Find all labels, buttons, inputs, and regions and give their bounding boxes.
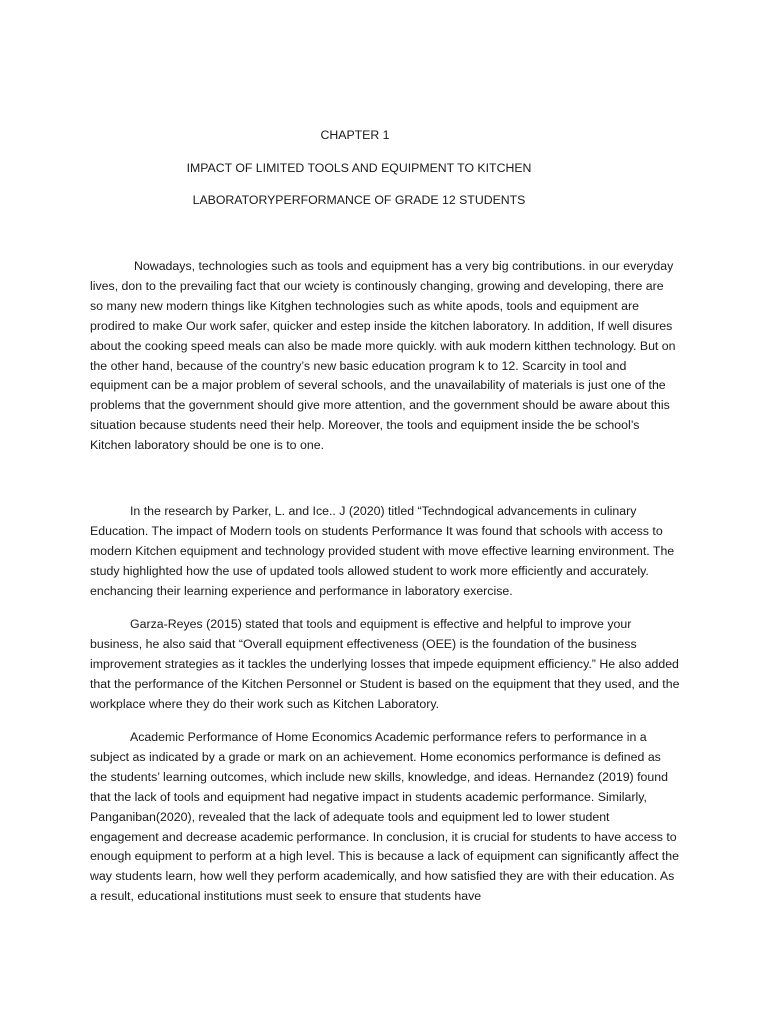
title-line-1: IMPACT OF LIMITED TOOLS AND EQUIPMENT TO KITCHEN [186,161,532,175]
paragraph-garza-reyes: Garza-Reyes (2015) stated that tools and equipment is effective and helpful to improve your business, he also said that “Overall equipment effectiveness (OEE) is the foundation of the business improvement strategies as it tackles the underlying losses that impede equipment efficiency.” He also added that the performance of the Kitchen Personnel or Student is based on the equipment that they used, and the workplace where they do their work such as Kitchen Laboratory. [90,617,680,711]
paragraph-parker-ice-research: In the research by Parker, L. and Ice.. J (2020) titled “Techndogical advancements in culinary Education. The impact of Modern tools on students Performance It was found that schools with access to modern Kitchen equipment and technology provided student with move effective learning environment. The study highlighted how the use of updated tools allowed student to work more efficiently and accurately. enchancing their learning experience and performance in laboratory exercise. [90,504,675,598]
paragraph-introduction: Nowadays, technologies such as tools and equipment has a very big contributions. in our everyday lives, don to the prevailing fact that our wciety is continously changing, growing and developing, there are so many new modern things like Kitghen technologies such as white apods, tools and equipment are prodired to make Our work safer, quicker and estep inside the kitchen laboratory. In addition, If well disures about the cooking speed meals can also be made more quickly. with auk modern kitthen technology. But on the other hand, because of the country’s new basic education program k to 12. Scarcity in tool and equipment can be a major problem of several schools, and the unavailability of materials is just one of the problems that the government should give more attention, and the government should be aware about this situation because students need their help. Moreover, the tools and equipment inside the be school’s Kitchen laboratory should be one is to one. [90,259,676,453]
paragraph-academic-performance: Academic Performance of Home Economics Academic performance refers to performance in a subject as indicated by a grade or mark on an achievement. Home economics performance is defined as the students’ learning outcomes, which include new skills, knowledge, and ideas. Hernandez (2019) found that the lack of tools and equipment had negative impact in students academic performance. Similarly, Panganiban(2020), revealed that the lack of adequate tools and equipment led to lower student engagement and decrease academic performance. In conclusion, it is crucial for students to have access to enough equipment to perform at a high level. This is because a lack of equipment can significantly affect the way students learn, how well they perform academically, and how satisfied they are with their education. As a result, educational institutions must seek to ensure that students have [90,730,679,904]
title-line-2: LABORATORYPERFORMANCE OF GRADE 12 STUDENTS [192,193,526,207]
chapter-label: CHAPTER 1 [320,128,390,142]
